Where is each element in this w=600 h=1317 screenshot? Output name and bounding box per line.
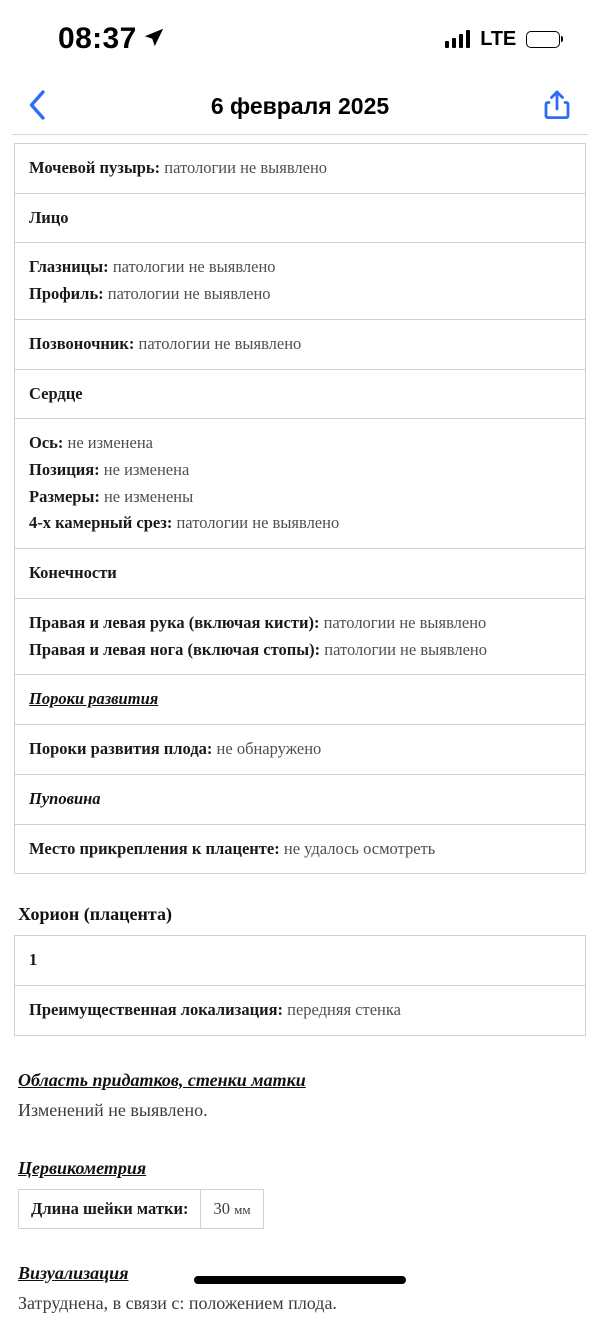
report-content: [0, 135, 600, 1317]
report-label: Правая и левая нога (включая стопы):: [29, 639, 321, 659]
table-row: [15, 824, 586, 874]
report-group-heading-cell: [15, 369, 586, 419]
report-label: Профиль:: [29, 284, 104, 304]
report-line: [29, 484, 571, 511]
report-line: [29, 430, 571, 457]
table-row: [15, 144, 586, 194]
table-row: [15, 549, 586, 599]
chorion-location-label: Преимущественная локализация:: [29, 999, 284, 1019]
report-value: патологии не выявлено: [108, 257, 276, 277]
adnexa-heading: Область придатков, стенки матки: [18, 1069, 306, 1090]
report-label: Место прикрепления к плаценте:: [29, 838, 280, 858]
status-bar-right: [445, 28, 560, 51]
report-line: [29, 254, 571, 281]
share-button[interactable]: [540, 85, 574, 128]
report-section-heading-cell: [15, 774, 586, 824]
fetal-anatomy-table: [14, 143, 586, 874]
share-icon: [544, 89, 570, 124]
navigation-bar: [0, 78, 600, 134]
report-value: патологии не выявлено: [134, 333, 302, 353]
report-line: [29, 457, 571, 484]
report-cell: [15, 419, 586, 549]
chorion-heading: Хорион (плацента): [18, 904, 172, 925]
table-row: [15, 243, 586, 319]
report-label: Позвоночник:: [29, 333, 135, 353]
table-row: [15, 675, 586, 725]
report-line: [29, 281, 571, 308]
report-value: не изменена: [99, 460, 190, 480]
adnexa-text: Изменений не выявлено.: [18, 1099, 208, 1120]
chorion-location-value: передняя стенка: [287, 999, 401, 1019]
table-row: [19, 1189, 264, 1228]
report-value: не изменена: [63, 433, 153, 453]
report-line: [29, 637, 571, 664]
table-row: [15, 774, 586, 824]
table-row: [15, 319, 586, 369]
report-value: патологии не выявлено: [160, 158, 328, 177]
chorion-table: [14, 935, 586, 1035]
table-row: [15, 419, 586, 549]
cervix-length-label: Длина шейки матки:: [31, 1198, 189, 1218]
report-value: не изменены: [99, 486, 194, 506]
report-value: патологии не выявлено: [103, 284, 271, 304]
cervix-length-value: 30: [213, 1198, 230, 1218]
report-label: Позиция:: [29, 460, 100, 480]
back-button[interactable]: [22, 85, 52, 128]
report-cell: [15, 598, 586, 674]
table-row: [15, 193, 586, 243]
table-row: [15, 598, 586, 674]
signal-bars-icon: [445, 30, 471, 48]
report-label: 4-х камерный срез:: [29, 513, 173, 533]
status-bar-left: [58, 22, 165, 56]
status-bar: [0, 0, 600, 78]
cervix-length-value-cell: [201, 1189, 263, 1228]
cervicometry-table: [18, 1189, 264, 1229]
report-section-heading: Пороки развития: [29, 689, 159, 709]
table-row: [15, 725, 586, 775]
table-row: [15, 369, 586, 419]
visualization-text: Затруднена, в связи с: положением плода.: [18, 1292, 337, 1313]
location-arrow-icon: [143, 26, 165, 53]
report-line: [29, 510, 571, 537]
chevron-left-icon: [26, 89, 48, 124]
page-title: 6 февраля 2025: [210, 92, 390, 119]
report-cell: [15, 725, 586, 775]
network-type-label: LTE: [480, 27, 516, 50]
cervix-length-label-cell: [19, 1189, 201, 1228]
cervicometry-heading: Цервикометрия: [18, 1157, 147, 1178]
cervix-length-unit: мм: [234, 1201, 251, 1217]
report-value: патологии не выявлено: [172, 513, 340, 533]
report-cell: [15, 319, 586, 369]
report-label: Мочевой пузырь:: [29, 158, 161, 177]
report-group-heading: Конечности: [29, 563, 117, 583]
report-group-heading-cell: [15, 549, 586, 599]
report-group-heading: Сердце: [29, 383, 83, 403]
report-label: Глазницы:: [29, 257, 109, 277]
table-row: [15, 936, 586, 986]
fetal-anatomy-table-body: [15, 144, 586, 874]
report-line: [29, 610, 571, 637]
report-cell: [15, 824, 586, 874]
chorion-location-cell: [15, 985, 586, 1035]
report-value: не обнаружено: [212, 739, 322, 759]
report-section-heading: Пуповина: [29, 788, 101, 808]
battery-icon: [526, 31, 560, 48]
report-group-heading: Лицо: [29, 207, 69, 227]
report-group-heading-cell: [15, 193, 586, 243]
table-row: [15, 985, 586, 1035]
report-label: Размеры:: [29, 486, 100, 506]
status-time: 08:37: [58, 22, 137, 55]
chorion-count-value: 1: [29, 950, 38, 970]
chorion-count-cell: [15, 936, 586, 986]
report-label: Пороки развития плода:: [29, 739, 213, 759]
report-value: не удалось осмотреть: [279, 838, 436, 858]
report-label: Правая и левая рука (включая кисти):: [29, 612, 320, 632]
report-cell: [15, 144, 586, 194]
visualization-heading: Визуализация: [18, 1262, 129, 1283]
report-section-heading-cell: [15, 675, 586, 725]
report-value: патологии не выявлено: [320, 639, 487, 659]
report-cell: [15, 243, 586, 319]
report-value: патологии не выявлено: [319, 612, 487, 632]
home-indicator[interactable]: [194, 1276, 406, 1284]
report-label: Ось:: [29, 433, 64, 453]
